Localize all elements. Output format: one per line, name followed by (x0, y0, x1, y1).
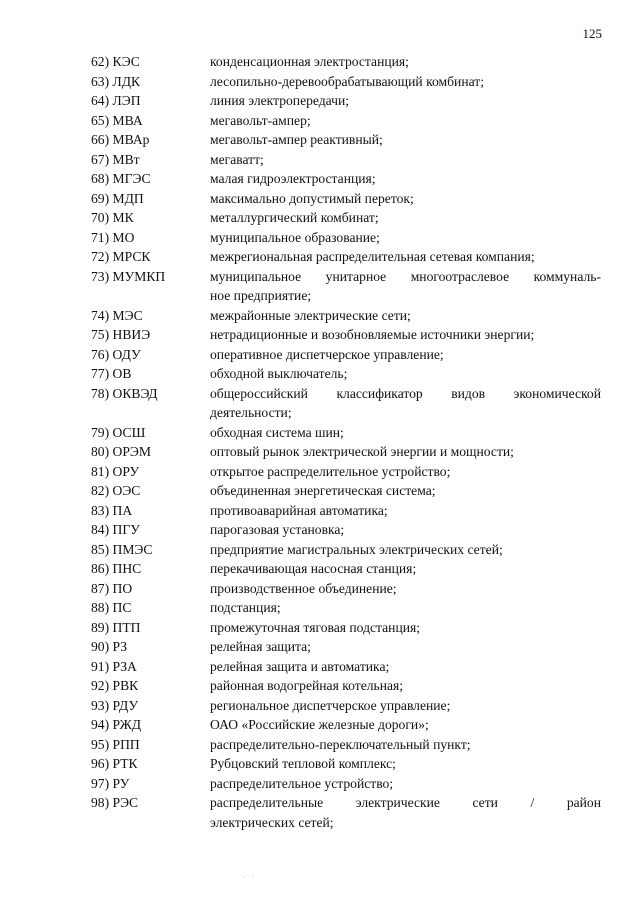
definition-line: малая гидроэлектростанция; (210, 171, 376, 186)
abbreviation-definition (210, 52, 601, 72)
abbreviation-definition (210, 715, 601, 735)
abbreviation-entry (91, 52, 601, 72)
abbreviation-term: 82) ОЭС (91, 483, 141, 498)
abbreviation-term: 63) ЛДК (91, 73, 141, 89)
page-number: 125 (582, 26, 602, 41)
definition-line: общероссийский классификатор видов экономической (210, 385, 601, 401)
definition-line: ОАО «Российские железные дороги»; (210, 717, 429, 732)
abbreviation-entry (91, 481, 601, 501)
abbreviation-definition (210, 501, 601, 521)
scan-speck: · ˙ · (242, 873, 254, 882)
definition-line: обходная система шин; (210, 424, 344, 440)
definition-line: районная водогрейная котельная; (210, 678, 404, 693)
abbreviation-entry (91, 501, 601, 521)
abbreviation-term: 70) МК (91, 210, 134, 225)
abbreviation-definition (210, 150, 601, 170)
definition-line: объединенная энергетическая система; (210, 483, 436, 498)
abbreviation-entry (91, 696, 601, 716)
definition-line: конденсационная электростанция; (210, 54, 409, 69)
abbreviation-definition (210, 189, 601, 209)
abbreviation-entry (91, 618, 601, 638)
abbreviation-term: 65) МВА (91, 112, 143, 128)
definition-line: региональное диспетчерское управление; (210, 697, 451, 713)
abbreviation-list (91, 52, 601, 832)
definition-line: мегавольт-ампер; (210, 112, 311, 128)
abbreviation-entry (91, 462, 601, 482)
abbreviation-term: 62) КЭС (91, 54, 140, 69)
abbreviation-definition (210, 306, 601, 326)
abbreviation-definition (210, 208, 601, 228)
abbreviation-definition (210, 579, 601, 599)
definition-line: оптовый рынок электрической энергии и мощности; (210, 444, 514, 459)
abbreviation-entry (91, 150, 601, 170)
abbreviation-entry (91, 520, 601, 540)
abbreviation-definition (210, 72, 601, 92)
abbreviation-term: 94) РЖД (91, 717, 142, 732)
definition-line: межрегиональная распределительная сетевая компания; (210, 249, 535, 264)
abbreviation-entry (91, 364, 601, 384)
abbreviation-definition (210, 540, 601, 560)
definition-line: линия электропередачи; (210, 93, 350, 108)
abbreviation-definition (210, 267, 601, 306)
abbreviation-term: 89) ПТП (91, 619, 141, 635)
abbreviation-term: 98) РЭС (91, 795, 139, 810)
definition-line: металлургический комбинат; (210, 210, 379, 225)
definition-line: мегаватт; (210, 151, 264, 167)
abbreviation-entry (91, 657, 601, 677)
abbreviation-definition (210, 91, 601, 111)
definition-line: распределительное устройство; (210, 775, 394, 791)
abbreviation-entry (91, 735, 601, 755)
definition-line: оперативное диспетчерское управление; (210, 346, 444, 362)
abbreviation-definition (210, 481, 601, 501)
abbreviation-entry (91, 189, 601, 209)
abbreviation-definition (210, 657, 601, 677)
abbreviation-term: 90) РЗ (91, 639, 128, 654)
abbreviation-entry (91, 130, 601, 150)
abbreviation-entry (91, 715, 601, 735)
abbreviation-entry (91, 793, 601, 832)
definition-line: ное предприятие; (210, 288, 312, 303)
abbreviation-definition (210, 774, 601, 794)
abbreviation-term: 74) МЭС (91, 307, 143, 323)
abbreviation-entry (91, 598, 601, 618)
abbreviation-definition (210, 130, 601, 150)
abbreviation-term: 86) ПНС (91, 561, 142, 576)
abbreviation-entry (91, 345, 601, 365)
abbreviation-term: 91) РЗА (91, 658, 137, 674)
definition-line: Рубцовский тепловой комплекс; (210, 756, 396, 771)
definition-line: распределительно-переключательный пункт; (210, 736, 471, 752)
abbreviation-term: 80) ОРЭМ (91, 444, 151, 459)
abbreviation-term: 75) НВИЭ (91, 327, 151, 342)
definition-line: муниципальное унитарное многоотраслевое коммуналь- (210, 268, 601, 284)
abbreviation-definition (210, 637, 601, 657)
abbreviation-entry (91, 774, 601, 794)
definition-line: релейная защита и автоматика; (210, 658, 390, 674)
abbreviation-entry (91, 559, 601, 579)
definition-line: электрических сетей; (210, 814, 334, 830)
definition-line: промежуточная тяговая подстанция; (210, 619, 421, 635)
definition-line: мегавольт-ампер реактивный; (210, 132, 383, 147)
definition-line: деятельности; (210, 405, 292, 420)
definition-line: обходной выключатель; (210, 366, 348, 381)
abbreviation-term: 81) ОРУ (91, 463, 140, 479)
definition-line: максимально допустимый переток; (210, 190, 414, 206)
abbreviation-entry (91, 228, 601, 248)
abbreviation-definition (210, 735, 601, 755)
abbreviation-entry (91, 247, 601, 267)
abbreviation-term: 96) РТК (91, 756, 138, 771)
abbreviation-definition (210, 325, 601, 345)
abbreviation-entry (91, 423, 601, 443)
abbreviation-entry (91, 72, 601, 92)
abbreviation-term: 95) РПП (91, 736, 140, 752)
definition-line: подстанция; (210, 600, 281, 615)
abbreviation-definition (210, 384, 601, 423)
abbreviation-entry (91, 325, 601, 345)
definition-line: парогазовая установка; (210, 522, 345, 537)
abbreviation-entry (91, 637, 601, 657)
abbreviation-term: 92) РВК (91, 678, 139, 693)
abbreviation-definition (210, 345, 601, 365)
abbreviation-term: 85) ПМЭС (91, 541, 153, 557)
abbreviation-definition (210, 618, 601, 638)
abbreviation-term: 69) МДП (91, 190, 144, 206)
definition-line: распределительные электрические сети / район (210, 795, 601, 810)
abbreviation-term: 88) ПС (91, 600, 132, 615)
abbreviation-term: 71) МО (91, 229, 135, 245)
abbreviation-definition (210, 111, 601, 131)
abbreviation-term: 93) РДУ (91, 697, 139, 713)
abbreviation-term: 73) МУМКП (91, 268, 166, 284)
abbreviation-definition (210, 423, 601, 443)
definition-line: нетрадиционные и возобновляемые источники энергии; (210, 327, 535, 342)
abbreviation-entry (91, 306, 601, 326)
definition-line: открытое распределительное устройство; (210, 463, 451, 479)
abbreviation-definition (210, 754, 601, 774)
abbreviation-entry (91, 442, 601, 462)
abbreviation-definition (210, 676, 601, 696)
abbreviation-definition (210, 696, 601, 716)
definition-line: релейная защита; (210, 639, 311, 654)
abbreviation-definition (210, 169, 601, 189)
abbreviation-term: 68) МГЭС (91, 171, 151, 186)
abbreviation-definition (210, 598, 601, 618)
abbreviation-definition (210, 247, 601, 267)
abbreviation-entry (91, 579, 601, 599)
abbreviation-entry (91, 540, 601, 560)
abbreviation-term: 67) МВт (91, 151, 140, 167)
abbreviation-entry (91, 267, 601, 306)
abbreviation-entry (91, 91, 601, 111)
abbreviation-definition (210, 520, 601, 540)
abbreviation-term: 64) ЛЭП (91, 93, 141, 108)
abbreviation-term: 79) ОСШ (91, 424, 146, 440)
definition-line: противоаварийная автоматика; (210, 502, 388, 518)
abbreviation-entry (91, 111, 601, 131)
abbreviation-term: 83) ПА (91, 502, 133, 518)
abbreviation-entry (91, 169, 601, 189)
definition-line: межрайонные электрические сети; (210, 307, 411, 323)
abbreviation-term: 87) ПО (91, 580, 133, 596)
abbreviation-definition (210, 793, 601, 832)
abbreviation-entry (91, 208, 601, 228)
abbreviation-entry (91, 676, 601, 696)
definition-line: лесопильно-деревообрабатывающий комбинат; (210, 73, 484, 89)
abbreviation-term: 72) МРСК (91, 249, 151, 264)
abbreviation-definition (210, 559, 601, 579)
abbreviation-definition (210, 364, 601, 384)
abbreviation-definition (210, 462, 601, 482)
abbreviation-definition (210, 228, 601, 248)
abbreviation-term: 78) ОКВЭД (91, 385, 158, 401)
definition-line: предприятие магистральных электрических сетей; (210, 541, 503, 557)
abbreviation-term: 97) РУ (91, 775, 130, 791)
definition-line: производственное объединение; (210, 580, 397, 596)
abbreviation-entry (91, 384, 601, 423)
definition-line: перекачивающая насосная станция; (210, 561, 417, 576)
definition-line: муниципальное образование; (210, 229, 380, 245)
abbreviation-term: 77) ОВ (91, 366, 132, 381)
abbreviation-term: 66) МВАр (91, 132, 150, 147)
abbreviation-term: 84) ПГУ (91, 522, 140, 537)
abbreviation-entry (91, 754, 601, 774)
abbreviation-term: 76) ОДУ (91, 346, 141, 362)
abbreviation-definition (210, 442, 601, 462)
